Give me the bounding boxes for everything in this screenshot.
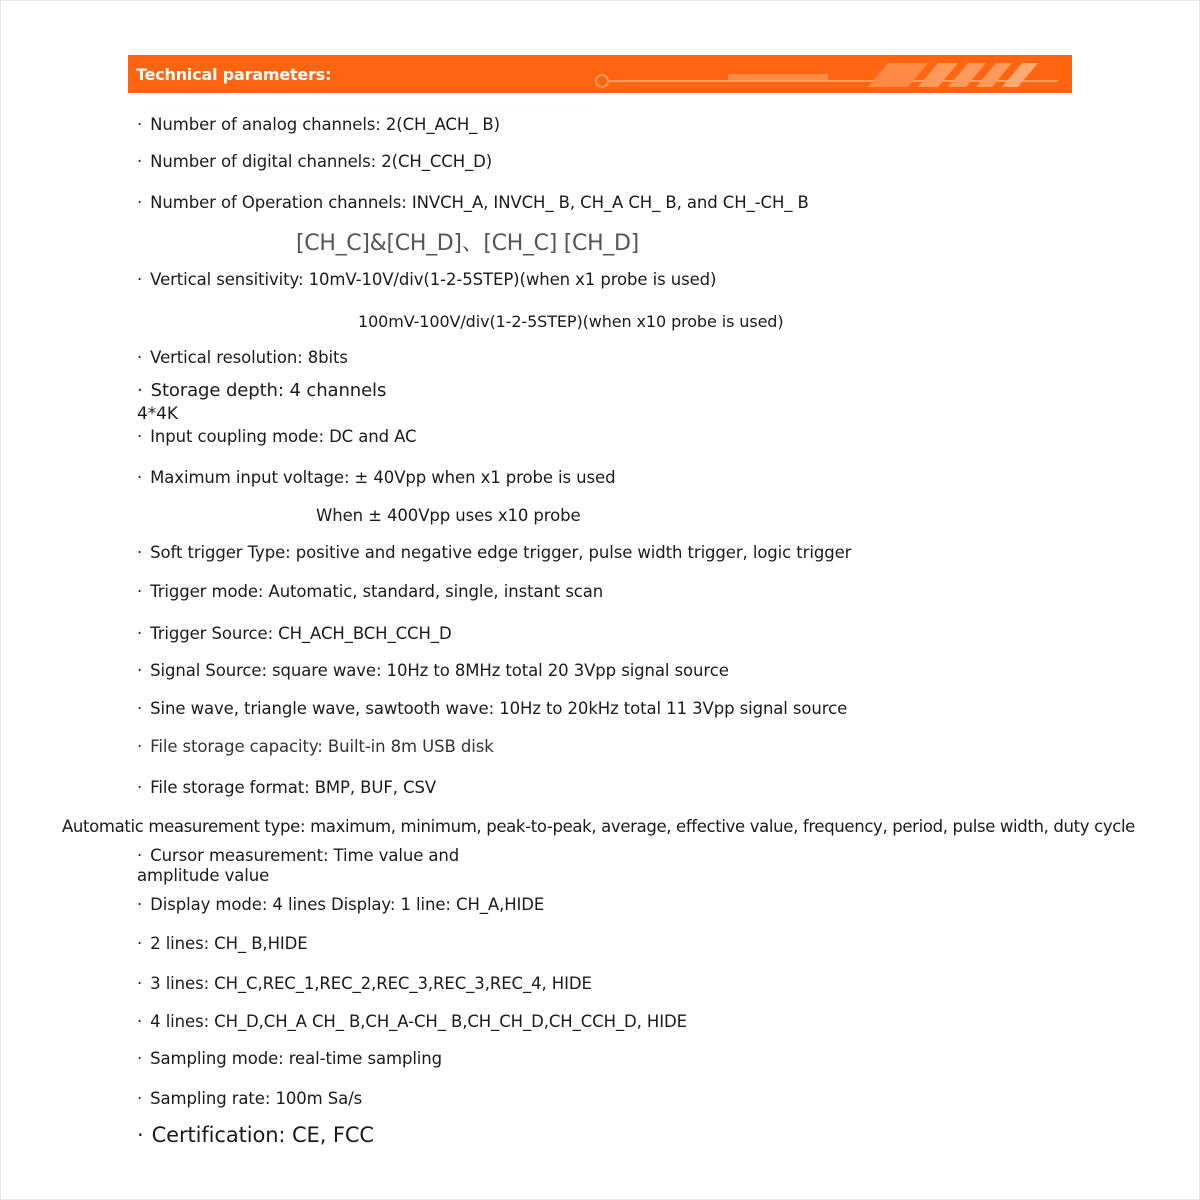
spec-text: Number of digital channels: 2(CH_CCH_D)	[150, 152, 493, 171]
spec-text: File storage format: BMP, BUF, CSV	[150, 778, 437, 797]
spec-vertical-sensitivity	[137, 270, 716, 289]
spec-sampling-mode	[137, 1049, 442, 1068]
bullet: ·	[137, 737, 143, 756]
spec-sine-wave	[137, 699, 847, 718]
spec-storage-depth	[137, 380, 386, 401]
spec-text: 3 lines: CH_C,REC_1,REC_2,REC_3,REC_3,REC_4, HIDE	[150, 974, 592, 993]
spec-text: 2 lines: CH_ B,HIDE	[150, 934, 308, 953]
spec-analog-channels	[137, 115, 500, 134]
bullet: ·	[137, 380, 143, 401]
bullet: ·	[137, 624, 143, 643]
spec-display-mode	[137, 895, 544, 914]
bullet: ·	[137, 699, 143, 718]
spec-text: Number of analog channels: 2(CH_ACH_ B)	[150, 115, 500, 134]
spec-display-2-lines	[137, 934, 308, 953]
bullet: ·	[137, 1089, 143, 1108]
bullet: ·	[137, 348, 143, 367]
spec-auto-measurement: Automatic measurement type: maximum, minimum, peak-to-peak, average, effective value, frequency, period, pulse width, duty cycle	[62, 817, 1135, 836]
spec-operation-channels-continued: [CH_C]&[CH_D]、[CH_C] [CH_D]	[296, 231, 639, 256]
spec-text: File storage capacity: Built-in 8m USB disk	[150, 737, 494, 756]
spec-text: Signal Source: square wave: 10Hz to 8MHz total 20 3Vpp signal source	[150, 661, 729, 680]
spec-input-coupling	[137, 427, 416, 446]
bullet: ·	[137, 582, 143, 601]
spec-trigger-type	[137, 543, 851, 562]
spec-storage-depth-continued: 4*4K	[137, 404, 178, 424]
spec-trigger-mode	[137, 582, 603, 601]
spec-text: Maximum input voltage: ± 40Vpp when x1 probe is used	[150, 468, 616, 487]
spec-cursor-measurement	[137, 846, 459, 865]
spec-text: Sine wave, triangle wave, sawtooth wave: 10Hz to 20kHz total 11 3Vpp signal source	[150, 699, 848, 718]
spec-text: Cursor measurement: Time value and	[150, 846, 460, 865]
section-banner	[128, 55, 1072, 93]
bullet: ·	[137, 846, 143, 865]
bullet: ·	[137, 661, 143, 680]
spec-display-4-lines	[137, 1012, 687, 1031]
spec-text: Input coupling mode: DC and AC	[150, 427, 417, 446]
spec-certification	[137, 1123, 374, 1147]
spec-text: Certification: CE, FCC	[151, 1123, 374, 1147]
bullet: ·	[137, 1012, 143, 1031]
spec-text: Storage depth: 4 channels	[150, 380, 387, 401]
spec-vertical-sensitivity-continued: 100mV-100V/div(1-2-5STEP)(when x10 probe is used)	[358, 312, 784, 331]
spec-text: Vertical resolution: 8bits	[150, 348, 348, 367]
spec-text: Display mode: 4 lines Display: 1 line: CH_A,HIDE	[150, 895, 545, 914]
bullet: ·	[137, 115, 143, 134]
bullet: ·	[137, 427, 143, 446]
spec-sampling-rate	[137, 1089, 362, 1108]
spec-file-format	[137, 778, 436, 797]
bullet: ·	[137, 974, 143, 993]
bullet: ·	[137, 934, 143, 953]
spec-file-capacity	[137, 737, 494, 756]
spec-operation-channels	[137, 193, 809, 212]
spec-text: Vertical sensitivity: 10mV-10V/div(1-2-5STEP)(when x1 probe is used)	[150, 270, 717, 289]
bullet: ·	[137, 193, 143, 212]
bullet: ·	[137, 468, 143, 487]
spec-display-3-lines	[137, 974, 592, 993]
spec-digital-channels	[137, 152, 492, 171]
bullet: ·	[137, 270, 143, 289]
spec-cursor-measurement-continued: amplitude value	[137, 866, 270, 885]
spec-text: Sampling mode: real-time sampling	[150, 1049, 443, 1068]
spec-text: Sampling rate: 100m Sa/s	[150, 1089, 363, 1108]
spec-max-input-voltage	[137, 468, 615, 487]
spec-vertical-resolution	[137, 348, 348, 367]
spec-max-input-voltage-continued: When ± 400Vpp uses x10 probe	[316, 506, 581, 525]
spec-signal-source	[137, 661, 729, 680]
bullet: ·	[137, 543, 143, 562]
spec-text: Soft trigger Type: positive and negative edge trigger, pulse width trigger, logic trigger	[150, 543, 852, 562]
spec-text: Trigger mode: Automatic, standard, single, instant scan	[150, 582, 604, 601]
bullet: ·	[137, 895, 143, 914]
bullet: ·	[137, 1123, 144, 1147]
spec-trigger-source	[137, 624, 452, 643]
bullet: ·	[137, 1049, 143, 1068]
spec-text: 4 lines: CH_D,CH_A CH_ B,CH_A-CH_ B,CH_CH_D,CH_CCH_D, HIDE	[150, 1012, 687, 1031]
spec-text: Trigger Source: CH_ACH_BCH_CCH_D	[150, 624, 452, 643]
banner-title: Technical parameters:	[136, 65, 332, 84]
bullet: ·	[137, 152, 143, 171]
bullet: ·	[137, 778, 143, 797]
spec-text: Number of Operation channels: INVCH_A, INVCH_ B, CH_A CH_ B, and CH_-CH_ B	[150, 193, 809, 212]
